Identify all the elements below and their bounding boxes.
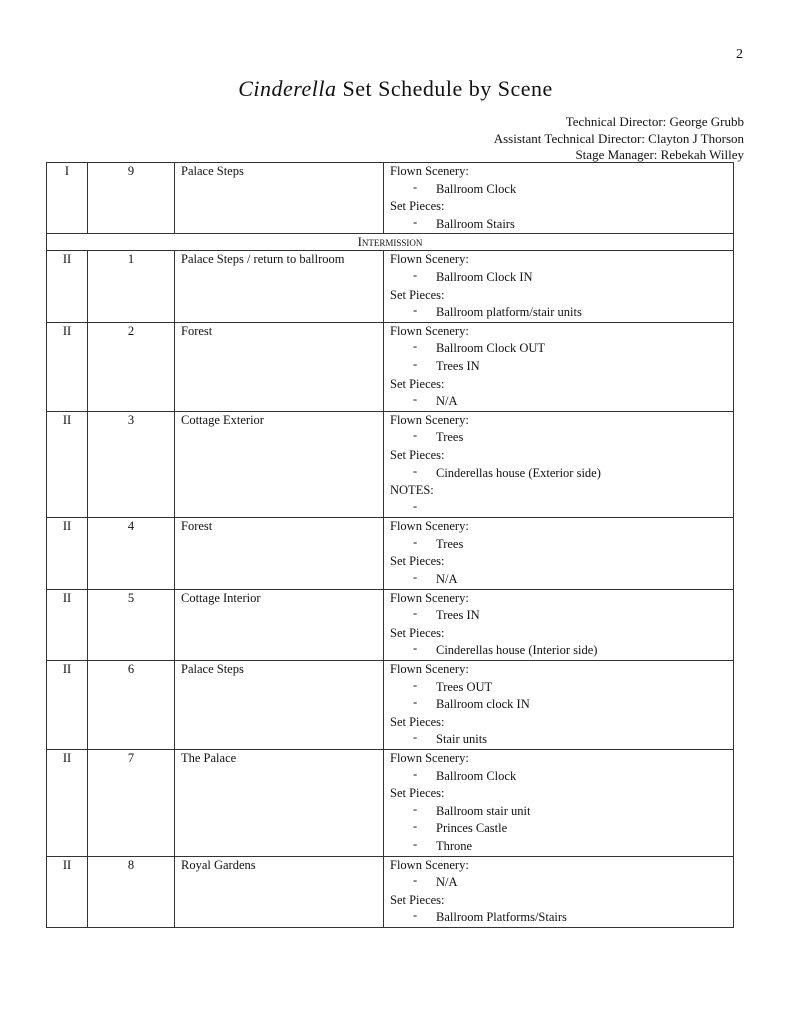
scene-cell: 2: [88, 322, 175, 411]
section-items: [390, 269, 733, 287]
scenery-details-cell: [384, 750, 734, 857]
list-item: - N/A: [390, 571, 733, 589]
title-rest: Set Schedule by Scene: [336, 76, 553, 101]
table-row: [47, 589, 734, 660]
section-items: [390, 909, 733, 927]
act-cell: II: [47, 856, 88, 927]
act-cell: II: [47, 322, 88, 411]
section-items: [390, 536, 733, 554]
scene-cell: 8: [88, 856, 175, 927]
section-items: [390, 216, 733, 234]
section-label: Set Pieces:: [390, 892, 445, 907]
section-items: [390, 304, 733, 322]
location-cell: Palace Steps: [175, 163, 384, 234]
scenery-details-cell: [384, 163, 734, 234]
list-item: - Ballroom Clock: [390, 768, 733, 786]
list-item: - Ballroom stair unit: [390, 803, 733, 821]
table-row: [47, 251, 734, 322]
scene-cell: 3: [88, 411, 175, 518]
section-items: [390, 642, 733, 660]
credit-technical-director: Technical Director: George Grubb: [565, 114, 744, 129]
list-item: - Stair units: [390, 731, 733, 749]
scenery-details-cell: [384, 856, 734, 927]
list-item: - Ballroom clock IN: [390, 696, 733, 714]
section-items: [390, 181, 733, 199]
list-item: - Throne: [390, 838, 733, 856]
act-cell: II: [47, 411, 88, 518]
list-item: - Ballroom Clock OUT: [390, 340, 733, 358]
table-row: [47, 518, 734, 589]
list-item: - Princes Castle: [390, 820, 733, 838]
section-items: [390, 679, 733, 714]
scenery-details-cell: [384, 589, 734, 660]
table-row: [47, 163, 734, 234]
list-item: - N/A: [390, 393, 733, 411]
act-cell: I: [47, 163, 88, 234]
location-cell: Palace Steps / return to ballroom: [175, 251, 384, 322]
location-cell: Forest: [175, 518, 384, 589]
section-label: Set Pieces:: [390, 786, 445, 801]
list-item: - Ballroom Stairs: [390, 216, 733, 234]
section-label: Flown Scenery:: [390, 412, 469, 427]
section-label: Flown Scenery:: [390, 519, 469, 534]
section-label: Set Pieces:: [390, 447, 445, 462]
credits-block: [494, 114, 744, 164]
section-items: [390, 429, 733, 447]
scenery-details-cell: [384, 661, 734, 750]
section-label: Set Pieces:: [390, 376, 445, 391]
section-items: [390, 731, 733, 749]
intermission-label: Intermission: [47, 234, 734, 251]
section-label: Flown Scenery:: [390, 857, 469, 872]
list-item: - Trees IN: [390, 358, 733, 376]
location-cell: Cottage Interior: [175, 589, 384, 660]
location-cell: Palace Steps: [175, 661, 384, 750]
table-row: [47, 750, 734, 857]
intermission-row: [47, 234, 734, 251]
list-item: - N/A: [390, 874, 733, 892]
table-row: [47, 661, 734, 750]
act-cell: II: [47, 518, 88, 589]
title-show-name: Cinderella: [238, 76, 337, 101]
credit-assistant-technical-director: Assistant Technical Director: Clayton J Thorson: [493, 130, 744, 146]
section-label: Flown Scenery:: [390, 323, 469, 338]
act-cell: II: [47, 661, 88, 750]
section-label: Set Pieces:: [390, 554, 445, 569]
list-item: [390, 500, 733, 518]
section-items: [390, 803, 733, 856]
section-items: [390, 571, 733, 589]
scene-cell: 6: [88, 661, 175, 750]
section-items: [390, 340, 733, 375]
page-title: [0, 76, 791, 102]
scene-schedule-table: [46, 162, 734, 928]
section-label: Flown Scenery:: [390, 252, 469, 267]
section-label: Flown Scenery:: [390, 662, 469, 677]
section-label: Set Pieces:: [390, 199, 445, 214]
scenery-details-cell: [384, 251, 734, 322]
list-item: - Ballroom Clock: [390, 181, 733, 199]
section-label: Set Pieces:: [390, 625, 445, 640]
section-items: [390, 465, 733, 483]
list-item: - Ballroom Platforms/Stairs: [390, 909, 733, 927]
location-cell: Cottage Exterior: [175, 411, 384, 518]
act-cell: II: [47, 589, 88, 660]
list-item: - Cinderellas house (Exterior side): [390, 465, 733, 483]
location-cell: The Palace: [175, 750, 384, 857]
scene-cell: 5: [88, 589, 175, 660]
section-label: Flown Scenery:: [390, 164, 469, 178]
table-row: [47, 411, 734, 518]
scene-cell: 4: [88, 518, 175, 589]
location-cell: Royal Gardens: [175, 856, 384, 927]
act-cell: II: [47, 750, 88, 857]
section-label: Set Pieces:: [390, 287, 445, 302]
list-item: - Trees OUT: [390, 679, 733, 697]
section-label: Flown Scenery:: [390, 751, 469, 765]
scenery-details-cell: [384, 411, 734, 518]
location-cell: Forest: [175, 322, 384, 411]
list-item: - Trees IN: [390, 607, 733, 625]
list-item: - Ballroom platform/stair units: [390, 304, 733, 322]
section-items: [390, 874, 733, 892]
section-label: NOTES:: [390, 483, 434, 498]
scene-cell: 9: [88, 163, 175, 234]
list-item: - Ballroom Clock IN: [390, 269, 733, 287]
section-label: Flown Scenery:: [390, 590, 469, 605]
list-item: - Trees: [390, 536, 733, 554]
section-label: Set Pieces:: [390, 714, 445, 729]
list-item: - Cinderellas house (Interior side): [390, 642, 733, 660]
scenery-details-cell: [384, 322, 734, 411]
section-items: [390, 393, 733, 411]
list-item: - Trees: [390, 429, 733, 447]
scenery-details-cell: [384, 518, 734, 589]
table-row: [47, 856, 734, 927]
credit-stage-manager: Stage Manager: Rebekah Willey: [575, 147, 744, 162]
section-items: [390, 768, 733, 786]
scene-cell: 1: [88, 251, 175, 322]
page-number: 2: [736, 47, 743, 62]
table-row: [47, 322, 734, 411]
section-items: [390, 500, 733, 518]
section-items: [390, 607, 733, 625]
scene-cell: 7: [88, 750, 175, 857]
act-cell: II: [47, 251, 88, 322]
